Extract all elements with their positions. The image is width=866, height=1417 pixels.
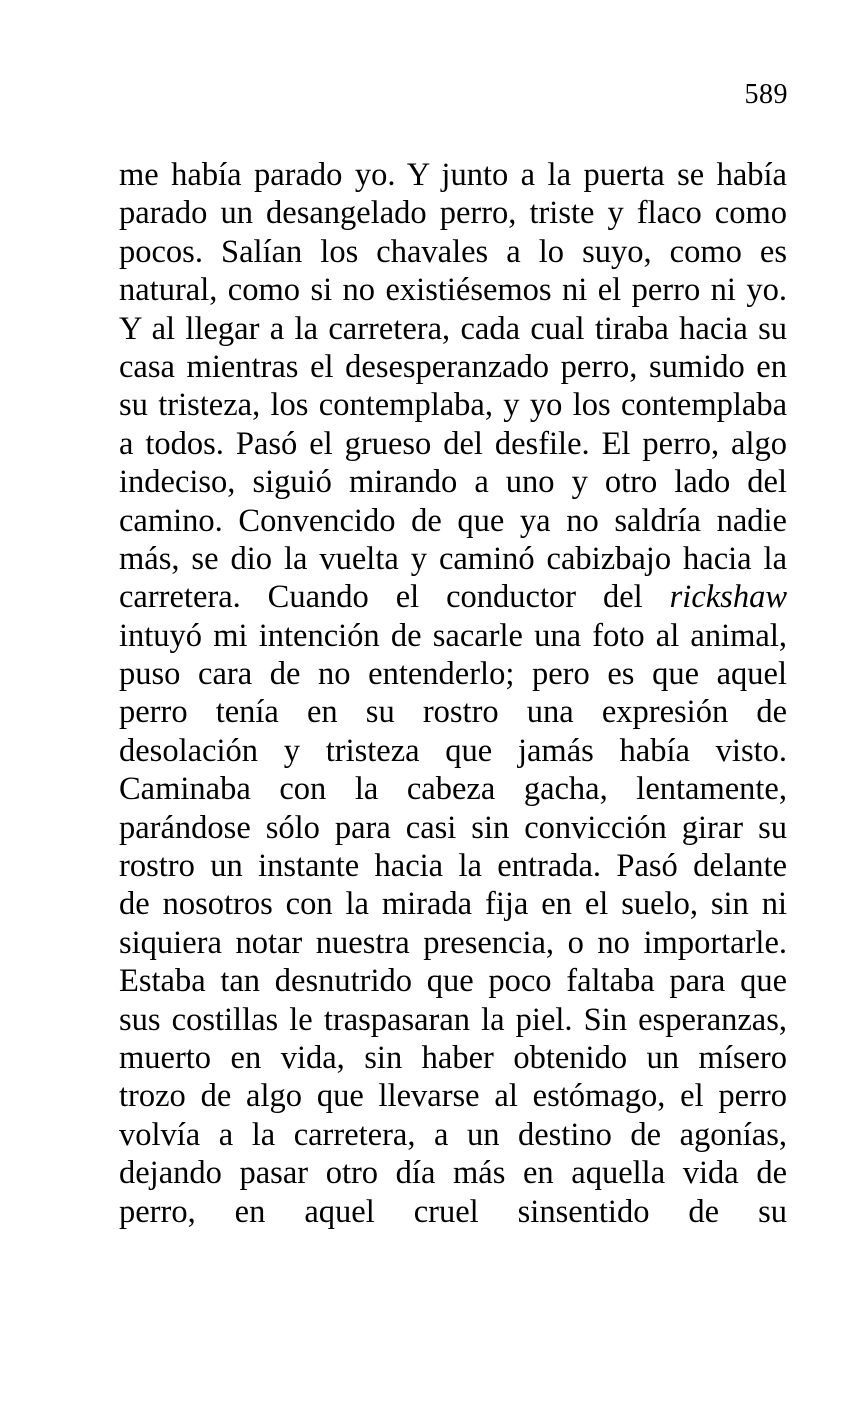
page-number: 589 [744,79,788,110]
text-line: más, se dio la vuelta y caminó cabizbajo hacia la [119,540,787,577]
text-line: Estaba tan desnutrido que poco faltaba para que [119,963,787,1000]
text-line: camino. Convencido de que ya no saldría nadie [119,502,787,539]
text-line: rostro un instante hacia la entrada. Pasó delante [119,848,787,885]
italic-word: rickshaw [669,579,787,616]
text-line: parándose sólo para casi sin convicción girar su [119,809,787,846]
text-line: parado un desangelado perro, triste y flaco como [119,195,787,232]
text-line: indeciso, siguió mirando a uno y otro lado del [119,464,787,501]
text-segment: carretera. Cuando el conductor del [119,579,643,616]
text-line: pocos. Salían los chavales a lo suyo, como es [119,233,787,270]
text-line-with-italic [119,578,787,616]
text-line: de nosotros con la mirada fija en el suelo, sin ni [119,886,787,923]
text-line: Caminaba con la cabeza gacha, lentamente, [119,771,787,808]
text-line: me había parado yo. Y junto a la puerta se había [119,157,787,193]
text-line: perro, en aquel cruel sinsentido de su [119,1193,787,1230]
text-line: intuyó mi intención de sacarle una foto al animal, [119,617,787,654]
text-line: Y al llegar a la carretera, cada cual tiraba hacia su [119,310,787,347]
text-line: siquiera notar nuestra presencia, o no importarle. [119,924,787,961]
body-text [119,156,787,1231]
text-line: volvía a la carretera, a un destino de agonías, [119,1116,787,1153]
text-line: trozo de algo que llevarse al estómago, el perro [119,1078,787,1115]
text-line: su tristeza, los contemplaba, y yo los contemplaba [119,387,787,424]
text-line: sus costillas le traspasaran la piel. Sin esperanzas, [119,1001,787,1038]
text-line: natural, como si no existiésemos ni el perro ni yo. [119,272,787,309]
text-line: casa mientras el desesperanzado perro, sumido en [119,348,787,385]
text-line: perro tenía en su rostro una expresión de [119,694,787,731]
text-line: a todos. Pasó el grueso del desfile. El perro, algo [119,425,787,462]
text-line: dejando pasar otro día más en aquella vida de [119,1155,787,1192]
text-line: desolación y tristeza que jamás había visto. [119,732,787,769]
text-line: muerto en vida, sin haber obtenido un mísero [119,1039,787,1076]
text-line: puso cara de no entenderlo; pero es que aquel [119,656,787,693]
